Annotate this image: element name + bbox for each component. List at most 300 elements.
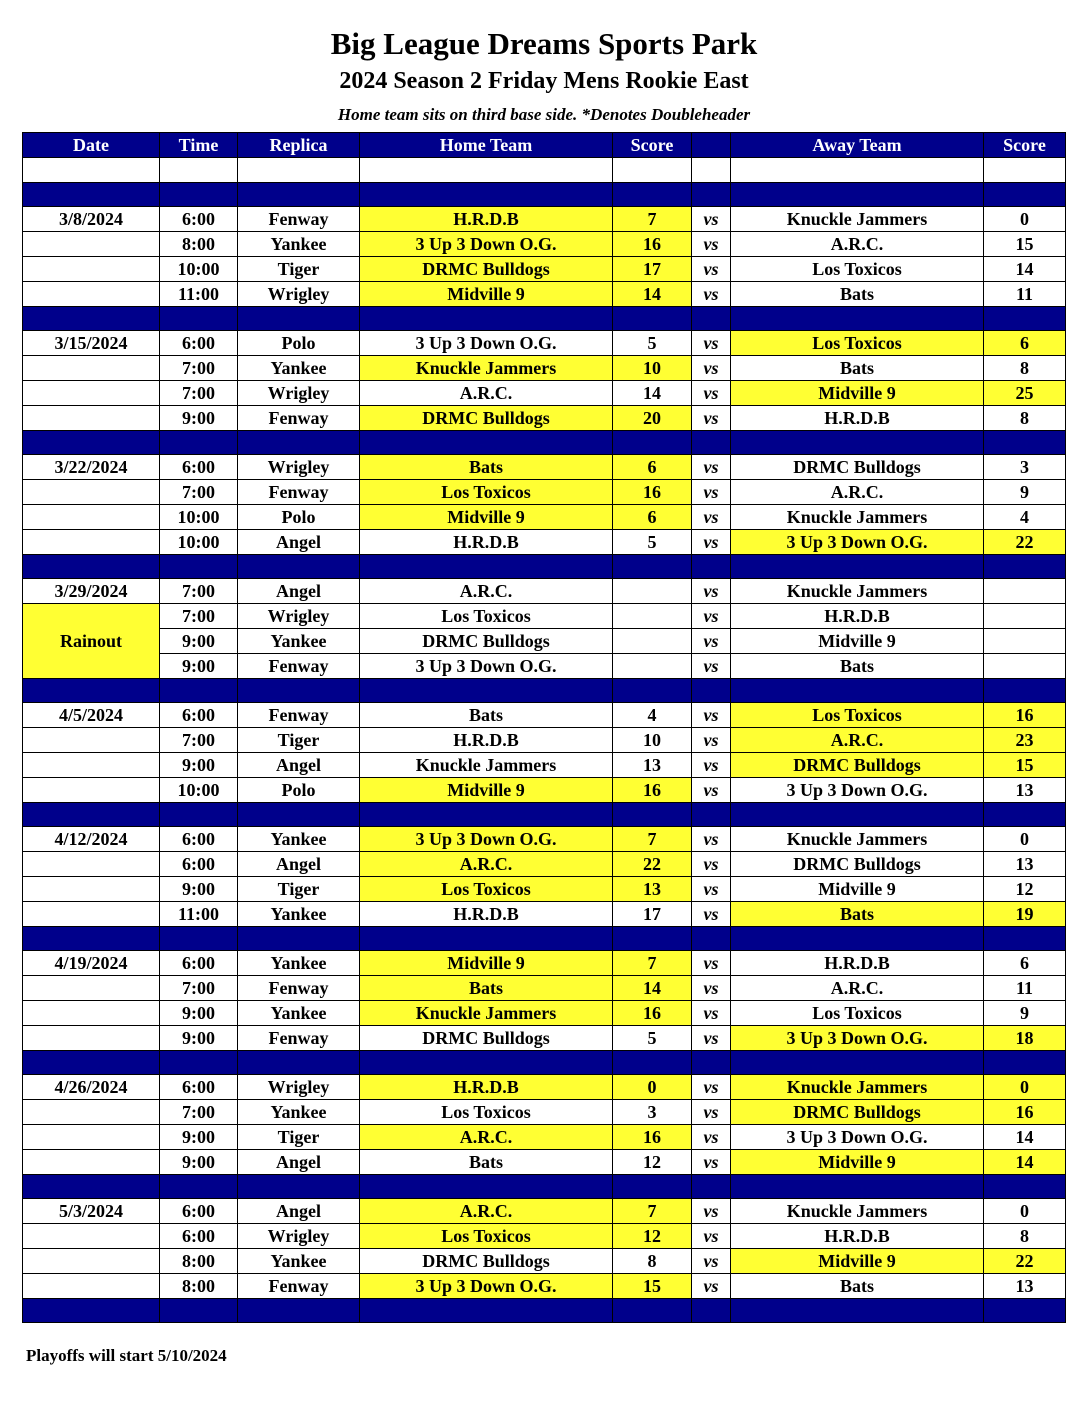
page-title: Big League Dreams Sports Park: [330, 26, 758, 61]
rainout-note: Rainout: [23, 604, 160, 679]
game-time: 7:00: [160, 579, 238, 604]
game-row: [23, 1224, 1066, 1249]
vs-label: vs: [692, 1224, 731, 1249]
away-team: H.R.D.B: [731, 406, 984, 431]
away-score: [984, 579, 1066, 604]
away-team: Knuckle Jammers: [731, 505, 984, 530]
col-header-home-team: Home Team: [360, 133, 613, 158]
home-score: 13: [613, 753, 692, 778]
game-date-empty: [23, 1100, 160, 1125]
vs-label: vs: [692, 406, 731, 431]
game-row: [23, 778, 1066, 803]
home-team: 3 Up 3 Down O.G.: [360, 1274, 613, 1299]
game-replica: Yankee: [238, 629, 360, 654]
home-team: 3 Up 3 Down O.G.: [360, 232, 613, 257]
away-score: 6: [984, 331, 1066, 356]
game-date-empty: [23, 232, 160, 257]
game-replica: Yankee: [238, 1001, 360, 1026]
vs-label: vs: [692, 902, 731, 927]
game-replica: Fenway: [238, 480, 360, 505]
game-replica: Angel: [238, 579, 360, 604]
separator-row: [23, 679, 1066, 703]
away-score: 8: [984, 406, 1066, 431]
separator-row: [23, 1051, 1066, 1075]
separator-row: [23, 431, 1066, 455]
home-team: A.R.C.: [360, 1125, 613, 1150]
away-team: 3 Up 3 Down O.G.: [731, 530, 984, 555]
away-score: 0: [984, 1075, 1066, 1100]
game-replica: Fenway: [238, 1026, 360, 1051]
game-time: 10:00: [160, 530, 238, 555]
game-row: [23, 827, 1066, 852]
game-date-empty: [23, 976, 160, 1001]
away-team: Knuckle Jammers: [731, 207, 984, 232]
home-team: Bats: [360, 703, 613, 728]
game-replica: Wrigley: [238, 282, 360, 307]
game-row: [23, 1001, 1066, 1026]
vs-label: vs: [692, 1249, 731, 1274]
game-replica: Fenway: [238, 703, 360, 728]
game-replica: Wrigley: [238, 1075, 360, 1100]
game-replica: Fenway: [238, 1274, 360, 1299]
col-header-away-team: Away Team: [731, 133, 984, 158]
game-time: 6:00: [160, 827, 238, 852]
away-score: [984, 654, 1066, 679]
game-row: [23, 852, 1066, 877]
away-score: 3: [984, 455, 1066, 480]
away-team: DRMC Bulldogs: [731, 852, 984, 877]
game-time: 9:00: [160, 1026, 238, 1051]
game-time: 6:00: [160, 1075, 238, 1100]
away-score: 14: [984, 257, 1066, 282]
away-team: H.R.D.B: [731, 1224, 984, 1249]
game-time: 7:00: [160, 604, 238, 629]
away-score: 23: [984, 728, 1066, 753]
game-time: 9:00: [160, 1001, 238, 1026]
home-score: 6: [613, 505, 692, 530]
game-replica: Polo: [238, 778, 360, 803]
game-replica: Tiger: [238, 728, 360, 753]
col-header-home-score: Score: [613, 133, 692, 158]
game-replica: Tiger: [238, 1125, 360, 1150]
game-row: [23, 530, 1066, 555]
blank-row: [23, 158, 1066, 183]
away-score: 11: [984, 976, 1066, 1001]
game-row: [23, 1150, 1066, 1175]
home-team: Knuckle Jammers: [360, 356, 613, 381]
vs-label: vs: [692, 1100, 731, 1125]
home-team: H.R.D.B: [360, 902, 613, 927]
game-date-empty: [23, 257, 160, 282]
game-row: [23, 1274, 1066, 1299]
away-team: Bats: [731, 356, 984, 381]
home-team: A.R.C.: [360, 1199, 613, 1224]
separator-row: [23, 1299, 1066, 1323]
game-time: 7:00: [160, 976, 238, 1001]
game-date-empty: [23, 1001, 160, 1026]
home-score: 6: [613, 455, 692, 480]
game-row: [23, 1125, 1066, 1150]
game-row: [23, 951, 1066, 976]
away-team: Los Toxicos: [731, 331, 984, 356]
game-row: [23, 1075, 1066, 1100]
game-row: [23, 877, 1066, 902]
away-score: 12: [984, 877, 1066, 902]
home-score: 4: [613, 703, 692, 728]
game-time: 9:00: [160, 629, 238, 654]
game-date-empty: [23, 282, 160, 307]
away-team: Bats: [731, 654, 984, 679]
home-score: 16: [613, 232, 692, 257]
game-replica: Wrigley: [238, 604, 360, 629]
game-time: 6:00: [160, 1224, 238, 1249]
game-replica: Fenway: [238, 654, 360, 679]
game-row: [23, 604, 1066, 629]
game-replica: Yankee: [238, 232, 360, 257]
home-team: H.R.D.B: [360, 728, 613, 753]
away-team: Bats: [731, 282, 984, 307]
away-score: [984, 629, 1066, 654]
game-row: [23, 579, 1066, 604]
home-score: [613, 654, 692, 679]
vs-label: vs: [692, 331, 731, 356]
home-score: 7: [613, 951, 692, 976]
game-date-empty: [23, 505, 160, 530]
away-team: DRMC Bulldogs: [731, 753, 984, 778]
home-team: Los Toxicos: [360, 604, 613, 629]
home-team: A.R.C.: [360, 579, 613, 604]
home-team: Bats: [360, 976, 613, 1001]
game-replica: Polo: [238, 331, 360, 356]
game-date-empty: [23, 480, 160, 505]
game-replica: Tiger: [238, 877, 360, 902]
home-score: 12: [613, 1150, 692, 1175]
vs-label: vs: [692, 455, 731, 480]
home-score: 13: [613, 877, 692, 902]
game-replica: Wrigley: [238, 381, 360, 406]
home-score: 5: [613, 331, 692, 356]
away-team: Bats: [731, 1274, 984, 1299]
away-team: A.R.C.: [731, 976, 984, 1001]
page-subtitle: 2024 Season 2 Friday Mens Rookie East: [339, 68, 749, 94]
away-team: Midville 9: [731, 1150, 984, 1175]
away-team: Midville 9: [731, 381, 984, 406]
game-row: [23, 753, 1066, 778]
home-score: 15: [613, 1274, 692, 1299]
game-time: 10:00: [160, 505, 238, 530]
away-team: Knuckle Jammers: [731, 579, 984, 604]
home-score: 5: [613, 1026, 692, 1051]
vs-label: vs: [692, 629, 731, 654]
vs-label: vs: [692, 1125, 731, 1150]
home-score: 12: [613, 1224, 692, 1249]
game-date-empty: [23, 753, 160, 778]
home-team: Los Toxicos: [360, 1100, 613, 1125]
away-score: 19: [984, 902, 1066, 927]
game-date-empty: [23, 902, 160, 927]
game-time: 9:00: [160, 1125, 238, 1150]
game-time: 11:00: [160, 282, 238, 307]
game-date: 3/15/2024: [23, 331, 160, 356]
away-score: 9: [984, 1001, 1066, 1026]
game-date-empty: [23, 406, 160, 431]
game-date: 4/19/2024: [23, 951, 160, 976]
playoffs-note: Playoffs will start 5/10/2024: [26, 1346, 227, 1365]
vs-label: vs: [692, 753, 731, 778]
game-date-empty: [23, 877, 160, 902]
away-team: H.R.D.B: [731, 604, 984, 629]
vs-label: vs: [692, 530, 731, 555]
game-row: [23, 1026, 1066, 1051]
game-row: [23, 1100, 1066, 1125]
away-team: Knuckle Jammers: [731, 1075, 984, 1100]
home-team: Midville 9: [360, 951, 613, 976]
game-row: [23, 257, 1066, 282]
game-replica: Tiger: [238, 257, 360, 282]
away-team: A.R.C.: [731, 728, 984, 753]
home-team: Bats: [360, 1150, 613, 1175]
game-time: 11:00: [160, 902, 238, 927]
home-score: 14: [613, 282, 692, 307]
game-replica: Angel: [238, 753, 360, 778]
game-replica: Yankee: [238, 356, 360, 381]
separator-row: [23, 183, 1066, 207]
game-time: 6:00: [160, 331, 238, 356]
game-date-empty: [23, 1249, 160, 1274]
away-team: Bats: [731, 902, 984, 927]
game-replica: Yankee: [238, 827, 360, 852]
home-team: Knuckle Jammers: [360, 1001, 613, 1026]
game-row: [23, 505, 1066, 530]
game-row: [23, 703, 1066, 728]
vs-label: vs: [692, 654, 731, 679]
away-team: 3 Up 3 Down O.G.: [731, 778, 984, 803]
home-team: DRMC Bulldogs: [360, 257, 613, 282]
game-row: [23, 406, 1066, 431]
game-date-empty: [23, 778, 160, 803]
home-score: 8: [613, 1249, 692, 1274]
game-time: 6:00: [160, 1199, 238, 1224]
away-score: 0: [984, 207, 1066, 232]
home-score: 14: [613, 976, 692, 1001]
game-replica: Angel: [238, 530, 360, 555]
vs-label: vs: [692, 852, 731, 877]
vs-label: vs: [692, 827, 731, 852]
page-note: Home team sits on third base side. *Denotes Doubleheader: [337, 105, 751, 124]
separator-row: [23, 927, 1066, 951]
separator-row: [23, 803, 1066, 827]
game-replica: Angel: [238, 1150, 360, 1175]
game-time: 6:00: [160, 703, 238, 728]
game-replica: Yankee: [238, 1249, 360, 1274]
col-header-replica: Replica: [238, 133, 360, 158]
schedule-table: [22, 132, 1066, 1323]
home-team: 3 Up 3 Down O.G.: [360, 331, 613, 356]
home-team: Midville 9: [360, 505, 613, 530]
away-team: DRMC Bulldogs: [731, 1100, 984, 1125]
away-team: Midville 9: [731, 1249, 984, 1274]
away-team: 3 Up 3 Down O.G.: [731, 1125, 984, 1150]
game-time: 6:00: [160, 951, 238, 976]
game-replica: Yankee: [238, 902, 360, 927]
home-team: Midville 9: [360, 778, 613, 803]
game-time: 8:00: [160, 1249, 238, 1274]
away-score: 13: [984, 1274, 1066, 1299]
away-score: 25: [984, 381, 1066, 406]
home-team: 3 Up 3 Down O.G.: [360, 827, 613, 852]
game-row: [23, 455, 1066, 480]
home-score: [613, 579, 692, 604]
vs-label: vs: [692, 1075, 731, 1100]
home-team: 3 Up 3 Down O.G.: [360, 654, 613, 679]
game-replica: Fenway: [238, 207, 360, 232]
home-team: Los Toxicos: [360, 877, 613, 902]
game-row: [23, 331, 1066, 356]
col-header-away-score: Score: [984, 133, 1066, 158]
home-team: Los Toxicos: [360, 480, 613, 505]
game-time: 9:00: [160, 753, 238, 778]
home-score: 7: [613, 207, 692, 232]
vs-label: vs: [692, 703, 731, 728]
away-score: 0: [984, 1199, 1066, 1224]
home-score: 16: [613, 778, 692, 803]
away-score: 22: [984, 1249, 1066, 1274]
vs-label: vs: [692, 778, 731, 803]
game-row: [23, 902, 1066, 927]
game-replica: Fenway: [238, 406, 360, 431]
col-header-date: Date: [23, 133, 160, 158]
home-score: 17: [613, 257, 692, 282]
game-date-empty: [23, 1150, 160, 1175]
away-team: Midville 9: [731, 629, 984, 654]
home-score: 5: [613, 530, 692, 555]
vs-label: vs: [692, 381, 731, 406]
vs-label: vs: [692, 604, 731, 629]
vs-label: vs: [692, 282, 731, 307]
home-team: DRMC Bulldogs: [360, 1249, 613, 1274]
away-team: A.R.C.: [731, 480, 984, 505]
game-replica: Wrigley: [238, 1224, 360, 1249]
home-score: 10: [613, 356, 692, 381]
game-row: [23, 629, 1066, 654]
vs-label: vs: [692, 1150, 731, 1175]
home-team: DRMC Bulldogs: [360, 629, 613, 654]
header-row: [23, 133, 1066, 158]
home-team: Midville 9: [360, 282, 613, 307]
away-team: Knuckle Jammers: [731, 827, 984, 852]
game-time: 7:00: [160, 356, 238, 381]
home-score: [613, 629, 692, 654]
home-score: [613, 604, 692, 629]
game-time: 6:00: [160, 207, 238, 232]
home-team: H.R.D.B: [360, 530, 613, 555]
home-score: 14: [613, 381, 692, 406]
vs-label: vs: [692, 356, 731, 381]
game-date-empty: [23, 1274, 160, 1299]
game-row: [23, 1199, 1066, 1224]
home-score: 22: [613, 852, 692, 877]
away-score: 8: [984, 1224, 1066, 1249]
game-date-empty: [23, 1026, 160, 1051]
game-time: 7:00: [160, 480, 238, 505]
game-row: [23, 1249, 1066, 1274]
home-score: 20: [613, 406, 692, 431]
game-date-empty: [23, 852, 160, 877]
vs-label: vs: [692, 480, 731, 505]
game-time: 9:00: [160, 877, 238, 902]
vs-label: vs: [692, 1274, 731, 1299]
home-score: 16: [613, 1001, 692, 1026]
col-header-time: Time: [160, 133, 238, 158]
col-header-vs: [692, 133, 731, 158]
game-date-empty: [23, 356, 160, 381]
game-date: 3/8/2024: [23, 207, 160, 232]
away-team: H.R.D.B: [731, 951, 984, 976]
game-time: 8:00: [160, 232, 238, 257]
game-time: 7:00: [160, 381, 238, 406]
away-score: [984, 604, 1066, 629]
vs-label: vs: [692, 232, 731, 257]
game-time: 7:00: [160, 728, 238, 753]
game-replica: Wrigley: [238, 455, 360, 480]
home-team: A.R.C.: [360, 852, 613, 877]
away-score: 15: [984, 232, 1066, 257]
game-row: [23, 207, 1066, 232]
home-team: Knuckle Jammers: [360, 753, 613, 778]
away-score: 9: [984, 480, 1066, 505]
home-team: Los Toxicos: [360, 1224, 613, 1249]
away-score: 13: [984, 778, 1066, 803]
home-team: H.R.D.B: [360, 1075, 613, 1100]
game-replica: Angel: [238, 1199, 360, 1224]
game-date: 4/26/2024: [23, 1075, 160, 1100]
away-score: 4: [984, 505, 1066, 530]
home-score: 7: [613, 827, 692, 852]
away-team: DRMC Bulldogs: [731, 455, 984, 480]
away-score: 22: [984, 530, 1066, 555]
game-date: 4/5/2024: [23, 703, 160, 728]
away-score: 18: [984, 1026, 1066, 1051]
home-team: A.R.C.: [360, 381, 613, 406]
game-time: 9:00: [160, 654, 238, 679]
vs-label: vs: [692, 257, 731, 282]
game-time: 10:00: [160, 257, 238, 282]
game-date-empty: [23, 381, 160, 406]
vs-label: vs: [692, 951, 731, 976]
away-score: 16: [984, 703, 1066, 728]
game-date-empty: [23, 1125, 160, 1150]
home-score: 3: [613, 1100, 692, 1125]
game-date: 3/29/2024: [23, 579, 160, 604]
game-replica: Polo: [238, 505, 360, 530]
game-date-empty: [23, 728, 160, 753]
game-row: [23, 282, 1066, 307]
away-score: 14: [984, 1125, 1066, 1150]
away-team: Los Toxicos: [731, 703, 984, 728]
home-score: 17: [613, 902, 692, 927]
game-date-empty: [23, 530, 160, 555]
game-time: 6:00: [160, 455, 238, 480]
game-time: 6:00: [160, 852, 238, 877]
game-time: 9:00: [160, 1150, 238, 1175]
vs-label: vs: [692, 1199, 731, 1224]
vs-label: vs: [692, 579, 731, 604]
home-score: 16: [613, 1125, 692, 1150]
away-team: A.R.C.: [731, 232, 984, 257]
game-replica: Angel: [238, 852, 360, 877]
home-score: 0: [613, 1075, 692, 1100]
game-row: [23, 976, 1066, 1001]
